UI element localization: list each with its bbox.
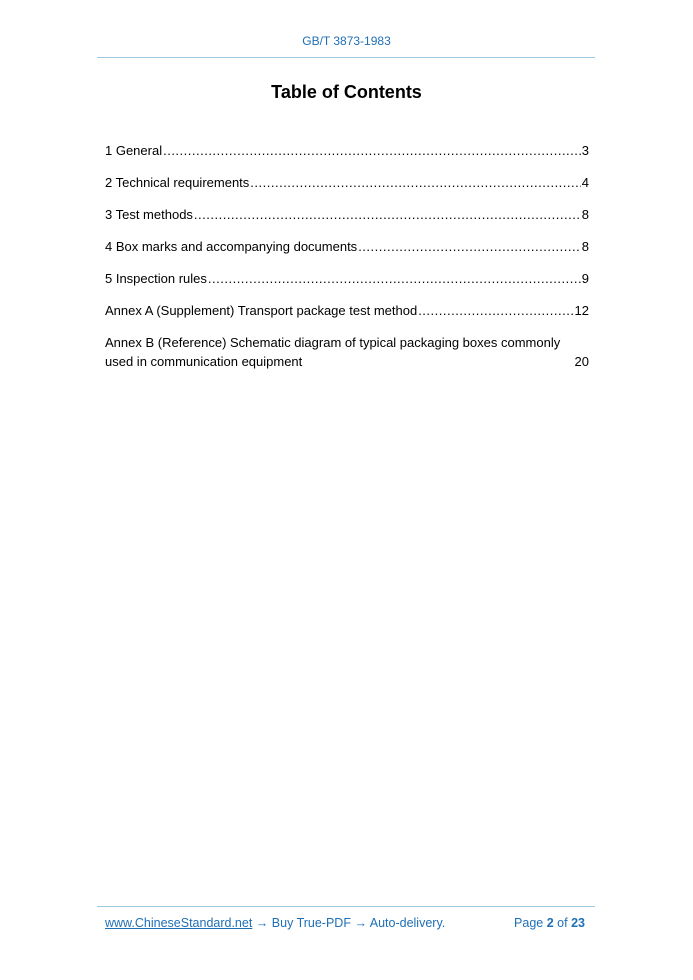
toc-entry-inspection-rules[interactable] [105, 271, 589, 303]
page-title: Table of Contents [271, 82, 422, 102]
toc-entry-page: 8 [581, 239, 589, 254]
arrow-icon: → [354, 916, 367, 930]
toc-leader-dots [163, 143, 581, 158]
toc-entry-label: 4 Box marks and accompanying documents [105, 239, 358, 254]
page-current: 2 [546, 916, 554, 930]
of-word: of [557, 916, 568, 930]
toc-leader-dots [208, 271, 581, 286]
page-indicator [514, 916, 585, 930]
table-of-contents [105, 143, 589, 369]
toc-entry-label: 1 General [105, 143, 163, 158]
header-doc-number: GB/T 3873-1983 [302, 34, 391, 48]
toc-entry-label-line2: used in communication equipment [105, 354, 303, 369]
toc-entry-page: 8 [581, 207, 589, 222]
site-link[interactable]: www.ChineseStandard.net [105, 916, 253, 930]
toc-leader-dots [250, 175, 580, 190]
toc-entry-box-marks[interactable] [105, 239, 589, 271]
toc-entry-label: 5 Inspection rules [105, 271, 207, 286]
page-total: 23 [571, 916, 585, 930]
toc-entry-technical-requirements[interactable] [105, 175, 589, 207]
toc-entry-annex-b[interactable] [105, 335, 589, 369]
toc-entry-label: 3 Test methods [105, 207, 193, 222]
arrow-icon: → [255, 916, 269, 930]
toc-leader-dots [418, 303, 573, 318]
toc-entry-label: Annex A (Supplement) Transport package test method [105, 303, 418, 318]
page-word: Page [514, 916, 544, 930]
footer-divider [97, 906, 595, 907]
toc-entry-test-methods[interactable] [105, 207, 589, 239]
toc-leader-dots [358, 239, 581, 254]
buy-text: Buy True-PDF [271, 916, 351, 930]
toc-entry-page: 3 [581, 143, 589, 158]
toc-leader-dots [194, 207, 581, 222]
header-divider [97, 57, 595, 58]
toc-entry-general[interactable] [105, 143, 589, 175]
toc-entry-page: 4 [581, 175, 589, 190]
delivery-text: Auto-delivery. [369, 916, 446, 930]
toc-entry-label-line1: Annex B (Reference) Schematic diagram of typical packaging boxes commonly [105, 335, 561, 350]
toc-entry-annex-a[interactable] [105, 303, 589, 335]
toc-entry-page: 12 [574, 303, 589, 318]
toc-entry-label: 2 Technical requirements [105, 175, 250, 190]
footer-promo [105, 916, 445, 930]
toc-entry-page: 20 [574, 354, 589, 369]
toc-entry-page: 9 [581, 271, 589, 286]
